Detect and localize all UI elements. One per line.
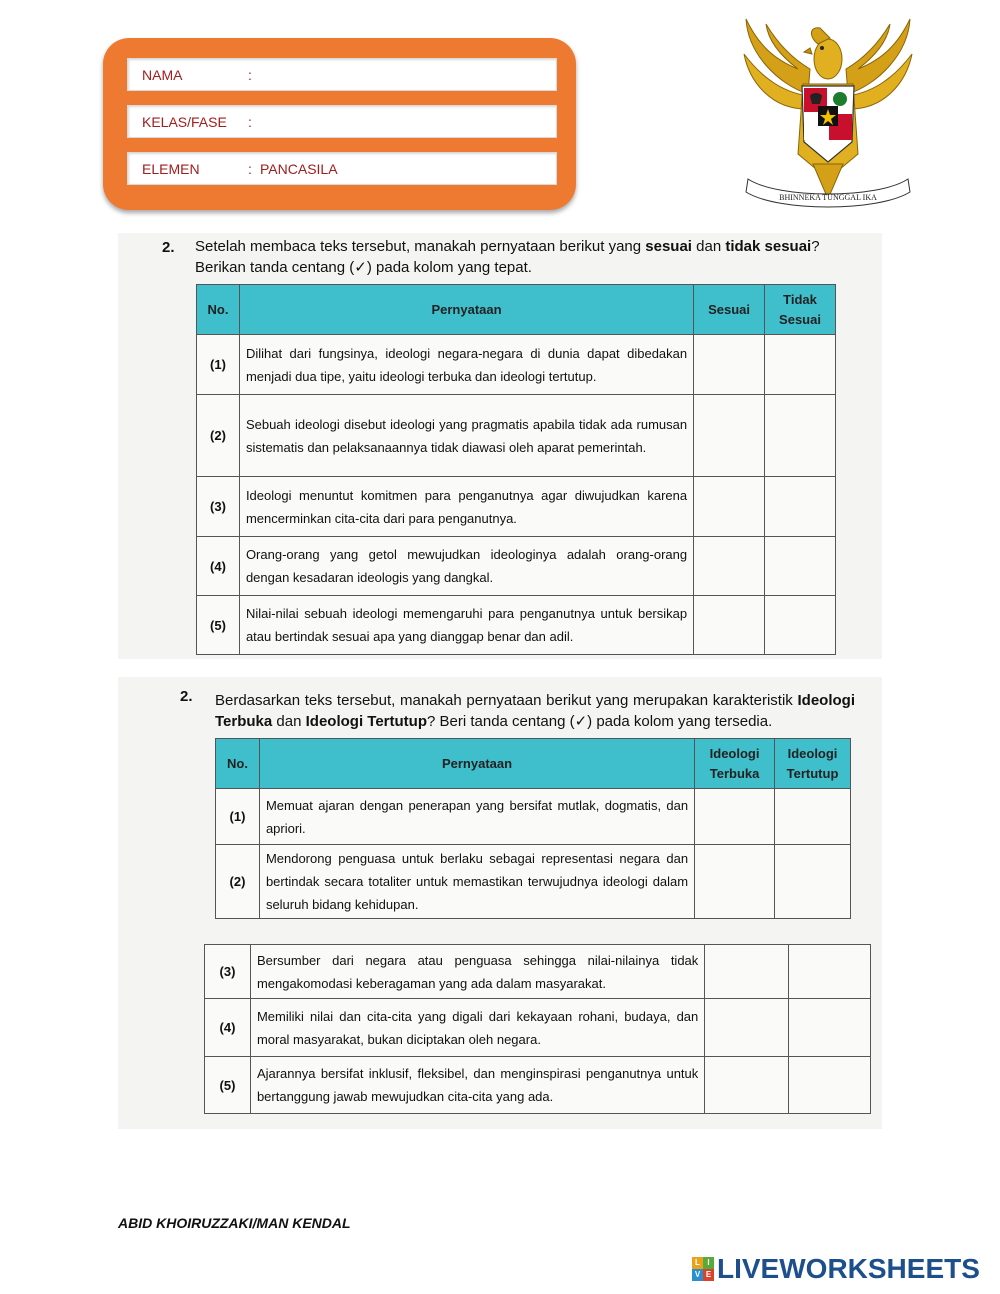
row-number: (5)	[197, 596, 240, 655]
tidak-sesuai-checkbox[interactable]	[765, 537, 836, 596]
row-statement: Ideologi menuntut komitmen para penganutnya agar diwujudkan karena mencerminkan cita-cita dari para penganutnya.	[239, 477, 693, 537]
row-statement: Nilai-nilai sebuah ideologi memengaruhi para penganutnya untuk bersikap atau bertindak sesuai apa yang dianggap benar dan adil.	[239, 596, 693, 655]
garuda-pancasila-emblem	[738, 14, 918, 214]
q1-text-e: ?	[811, 238, 820, 255]
q2-text-b: Ideologi Terbuka	[215, 692, 855, 730]
ideologi-terbuka-checkbox[interactable]	[695, 845, 775, 919]
tidak-sesuai-checkbox[interactable]	[765, 335, 836, 395]
ideologi-tertutup-checkbox[interactable]	[789, 1057, 871, 1114]
nama-label: NAMA	[142, 66, 183, 83]
table-row	[205, 945, 871, 999]
question-number-2: 2.	[180, 688, 193, 705]
liveworksheets-brand[interactable]	[692, 1252, 980, 1286]
ideologi-terbuka-checkbox[interactable]	[705, 945, 789, 999]
q1-text-line2: Berikan tanda centang (✓) pada kolom yang tepat.	[195, 259, 532, 276]
q1-text-d: tidak sesuai	[725, 238, 812, 255]
row-number: (4)	[197, 537, 240, 596]
ideologi-terbuka-checkbox[interactable]	[695, 789, 775, 845]
table-row	[216, 789, 851, 845]
sesuai-checkbox[interactable]	[694, 537, 765, 596]
table-row	[197, 477, 836, 537]
tidak-sesuai-checkbox[interactable]	[765, 477, 836, 537]
elemen-value: PANCASILA	[260, 160, 338, 177]
ideologi-tertutup-checkbox[interactable]	[789, 999, 871, 1057]
author-credit: ABID KHOIRUZZAKI/MAN KENDAL	[118, 1215, 351, 1231]
row-number: (1)	[216, 789, 260, 845]
q1-text-c: dan	[691, 238, 726, 255]
question-text-1	[195, 236, 855, 278]
kelas-fase-field[interactable]	[127, 105, 557, 138]
q2-text-e: ? Beri tanda centang (✓) pada kolom yang tersedia.	[427, 713, 773, 730]
sesuai-checkbox[interactable]	[694, 395, 765, 477]
row-number: (3)	[197, 477, 240, 537]
row-statement: Mendorong penguasa untuk berlaku sebagai representasi negara dan bertindak secara totaliter untuk memastikan terwujudnya ideologi dalam seluruh bidang kehidupan.	[259, 845, 694, 919]
row-statement: Dilihat dari fungsinya, ideologi negara-negara di dunia dapat dibedakan menjadi dua tipe, yaitu ideologi terbuka dan ideologi tertutup.	[239, 335, 693, 395]
statement-table-1	[196, 284, 836, 655]
question-text-2	[215, 690, 855, 732]
row-statement: Bersumber dari negara atau penguasa sehingga nilai-nilainya tidak mengakomodasi keberagaman yang ada dalam masyarakat.	[250, 945, 704, 999]
q2-text-d: Ideologi Tertutup	[305, 713, 427, 730]
col-header-tidak-sesuai: Tidak Sesuai	[765, 285, 836, 335]
row-statement: Ajarannya bersifat inklusif, fleksibel, dan menginspirasi penganutnya untuk bertanggung jawab mewujudkan cita-cita yang ada.	[250, 1057, 704, 1114]
col-header-pernyataan: Pernyataan	[259, 739, 694, 789]
logo-letter: L	[692, 1257, 703, 1269]
row-statement: Memuat ajaran dengan penerapan yang bersifat mutlak, dogmatis, dan apriori.	[259, 789, 694, 845]
sesuai-checkbox[interactable]	[694, 477, 765, 537]
row-number: (1)	[197, 335, 240, 395]
liveworksheets-logo-icon	[692, 1257, 714, 1281]
ideologi-terbuka-checkbox[interactable]	[705, 1057, 789, 1114]
col-header-no: No.	[197, 285, 240, 335]
row-number: (4)	[205, 999, 251, 1057]
col-header-ideologi-terbuka: Ideologi Terbuka	[695, 739, 775, 789]
statement-table-2-continued	[204, 944, 871, 1114]
q1-text-b: sesuai	[645, 238, 692, 255]
table-row	[197, 335, 836, 395]
table-row	[205, 1057, 871, 1114]
ideologi-tertutup-checkbox[interactable]	[775, 845, 851, 919]
table-row	[197, 395, 836, 477]
col-header-no: No.	[216, 739, 260, 789]
brand-name: LIVEWORKSHEETS	[717, 1253, 980, 1284]
statement-table-2	[215, 738, 851, 919]
logo-letter: I	[703, 1257, 714, 1269]
table-row	[197, 596, 836, 655]
nama-field[interactable]	[127, 58, 557, 91]
row-statement: Orang-orang yang getol mewujudkan ideologinya adalah orang-orang dengan kesadaran ideologis yang dangkal.	[239, 537, 693, 596]
elemen-label: ELEMEN	[142, 160, 200, 177]
tidak-sesuai-checkbox[interactable]	[765, 395, 836, 477]
elemen-field[interactable]	[127, 152, 557, 185]
kelas-fase-colon: :	[248, 113, 252, 130]
ideologi-tertutup-checkbox[interactable]	[775, 789, 851, 845]
question-number-1: 2.	[162, 239, 175, 256]
nama-colon: :	[248, 66, 252, 83]
logo-letter: V	[692, 1269, 703, 1281]
col-header-pernyataan: Pernyataan	[239, 285, 693, 335]
sesuai-checkbox[interactable]	[694, 596, 765, 655]
row-number: (3)	[205, 945, 251, 999]
logo-letter: E	[703, 1269, 714, 1281]
row-statement: Memiliki nilai dan cita-cita yang digali dari kekayaan rohani, budaya, dan moral masyarakat, bukan diciptakan oleh negara.	[250, 999, 704, 1057]
col-header-ideologi-tertutup: Ideologi Tertutup	[775, 739, 851, 789]
row-statement: Sebuah ideologi disebut ideologi yang pragmatis apabila tidak ada rumusan sistematis dan pelaksanaannya tidak diawasi oleh aparat pemerintah.	[239, 395, 693, 477]
ideologi-terbuka-checkbox[interactable]	[705, 999, 789, 1057]
emblem-motto: BHINNEKA TUNGGAL IKA	[779, 193, 877, 202]
kelas-fase-label: KELAS/FASE	[142, 113, 227, 130]
table-row	[197, 537, 836, 596]
row-number: (2)	[216, 845, 260, 919]
ideologi-tertutup-checkbox[interactable]	[789, 945, 871, 999]
row-number: (5)	[205, 1057, 251, 1114]
student-info-card	[103, 38, 576, 210]
table-row	[205, 999, 871, 1057]
table-row	[216, 845, 851, 919]
q2-text-a: Berdasarkan teks tersebut, manakah pernyataan berikut yang merupakan karakteristik	[215, 692, 798, 709]
row-number: (2)	[197, 395, 240, 477]
q2-text-c: dan	[272, 713, 306, 730]
elemen-colon: :	[248, 160, 252, 177]
col-header-sesuai: Sesuai	[694, 285, 765, 335]
sesuai-checkbox[interactable]	[694, 335, 765, 395]
tidak-sesuai-checkbox[interactable]	[765, 596, 836, 655]
q1-text-a: Setelah membaca teks tersebut, manakah pernyataan berikut yang	[195, 238, 646, 255]
